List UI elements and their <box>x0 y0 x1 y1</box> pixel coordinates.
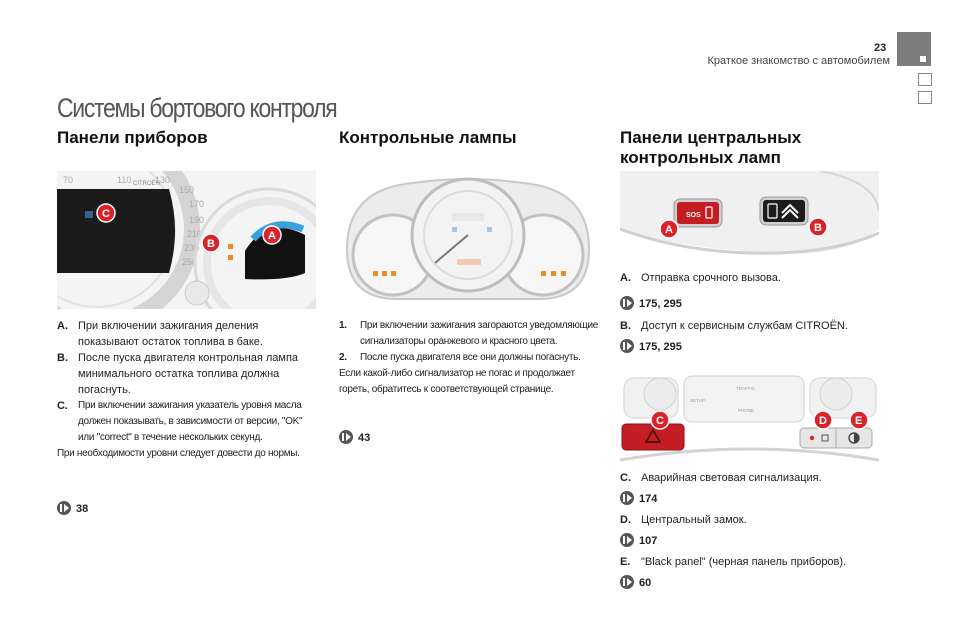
scale-label: 130 <box>155 175 171 185</box>
page-reference[interactable] <box>620 575 651 591</box>
traffic-label: TRAFFIC <box>736 386 755 391</box>
item-text: После пуска двигателя все они должны погаснуть. <box>360 352 581 363</box>
list-item <box>620 470 890 486</box>
item-text: Центральный замок. <box>641 514 747 526</box>
dashboard-figure <box>339 171 597 309</box>
phone-label: PHONE <box>738 408 755 413</box>
callout-b <box>809 218 827 236</box>
callout-letter: E <box>855 415 863 427</box>
item-text: При включении зажигания загораются уведомляющие сигнализаторы оранжевого и красного цвета. <box>360 320 599 347</box>
col1-heading: Панели приборов <box>57 128 208 147</box>
item-text: Аварийная световая сигнализация. <box>641 472 822 484</box>
scale-label: 150 <box>179 185 195 195</box>
scale-label: 190 <box>189 215 205 225</box>
reference-number: 43 <box>358 432 371 444</box>
callout-letter: C <box>656 415 664 427</box>
list-item <box>620 270 890 286</box>
scale-label: 210 <box>187 229 203 239</box>
sos-panel-figure <box>620 171 879 263</box>
brand-label: CITROËN <box>133 181 160 187</box>
chapter-title: Краткое знакомство с автомобилем <box>707 55 890 67</box>
item-letter: 1. <box>339 320 347 331</box>
reference-number: 175, 295 <box>639 298 682 310</box>
item-letter: C. <box>620 472 631 484</box>
callout-letter: B <box>814 222 822 234</box>
section-tab-2[interactable] <box>918 73 932 86</box>
scale-label: 110 <box>117 175 132 185</box>
item-text: После пуска двигателя контрольная лампа минимального остатка топлива должна погаснуть. <box>78 352 299 396</box>
page-link-icon <box>620 491 634 505</box>
page-reference[interactable] <box>57 501 88 517</box>
callout-b <box>202 234 220 252</box>
page-title: Системы бортового контроля <box>57 93 337 123</box>
sos-label: SOS <box>686 212 701 219</box>
col3-item-b <box>620 318 890 334</box>
item-text: "Black panel" (черная панель приборов). <box>641 556 847 568</box>
scale-label: 230 <box>184 243 200 253</box>
instrument-panel-figure <box>57 171 316 309</box>
item-text: При включении зажигания деления показывают остаток топлива в баке. <box>78 320 263 348</box>
page-link-icon <box>620 575 634 589</box>
page-link-icon <box>620 339 634 353</box>
note-text: Если какой-либо сигнализатор не погас и продолжает гореть, обратитесь к соответствующей странице. <box>339 368 575 395</box>
list-item <box>339 318 601 350</box>
list-item <box>620 318 890 334</box>
callout-letter: A <box>665 224 673 236</box>
note-text: При необходимости уровни следует довести до нормы. <box>57 448 300 459</box>
item-text: При включении зажигания указатель уровня масла должен показывать, в зависимости от версии, "OK" или "correct" в течение нескольких секунд. <box>78 400 303 443</box>
page-reference[interactable] <box>339 430 370 446</box>
reference-number: 60 <box>639 577 652 589</box>
item-letter: A. <box>620 272 631 284</box>
console-panel-figure <box>620 372 879 464</box>
callout-e <box>850 411 868 429</box>
col3-item-e <box>620 554 890 570</box>
callout-a <box>263 226 281 244</box>
list-item <box>57 350 307 398</box>
page-reference[interactable] <box>620 533 657 549</box>
setup-label: SETUP <box>690 398 706 403</box>
reference-number: 107 <box>639 535 658 547</box>
col2-heading: Контрольные лампы <box>339 128 517 147</box>
list-item <box>57 398 307 446</box>
page-link-icon <box>339 430 353 444</box>
col1-text <box>57 318 307 462</box>
col2-text <box>339 318 601 398</box>
item-letter: D. <box>620 514 631 526</box>
reference-number: 175, 295 <box>639 341 682 353</box>
page-link-icon <box>620 296 634 310</box>
list-item <box>620 512 890 528</box>
item-letter: 2. <box>339 352 347 363</box>
list-item <box>620 554 890 570</box>
scale-label: 170 <box>189 199 205 209</box>
page-reference[interactable] <box>620 296 682 312</box>
scale-label: 70 <box>63 175 74 185</box>
page-reference[interactable] <box>620 491 657 507</box>
callout-letter: D <box>819 415 827 427</box>
callout-letter: C <box>102 208 110 220</box>
col3-item-a <box>620 270 890 286</box>
callout-a <box>660 220 678 238</box>
reference-number: 38 <box>76 503 89 515</box>
item-letter: C. <box>57 400 68 412</box>
col3-item-c <box>620 470 890 486</box>
list-item <box>339 350 601 366</box>
reference-number: 174 <box>639 493 658 505</box>
tab-marker-icon <box>920 56 926 62</box>
item-letter: B. <box>57 352 68 364</box>
scale-label: 250 <box>182 257 198 267</box>
callout-letter: A <box>268 230 276 242</box>
page-link-icon <box>620 533 634 547</box>
item-letter: E. <box>620 556 631 568</box>
page-reference[interactable] <box>620 339 682 355</box>
item-letter: B. <box>620 320 631 332</box>
col3-item-d <box>620 512 890 528</box>
section-tab-active[interactable] <box>897 32 931 66</box>
callout-letter: B <box>207 238 215 250</box>
section-tab-3[interactable] <box>918 91 932 104</box>
page-link-icon <box>57 501 71 515</box>
item-letter: A. <box>57 320 68 332</box>
callout-d <box>814 411 832 429</box>
page-number: 23 <box>874 42 887 54</box>
col3-heading: Панели центральных контрольных ламп <box>620 128 802 167</box>
item-text: Отправка срочного вызова. <box>641 272 781 284</box>
list-item <box>57 318 307 350</box>
callout-c <box>651 411 669 429</box>
callout-c <box>97 204 115 222</box>
item-text: Доступ к сервисным службам CITROËN. <box>641 320 848 332</box>
